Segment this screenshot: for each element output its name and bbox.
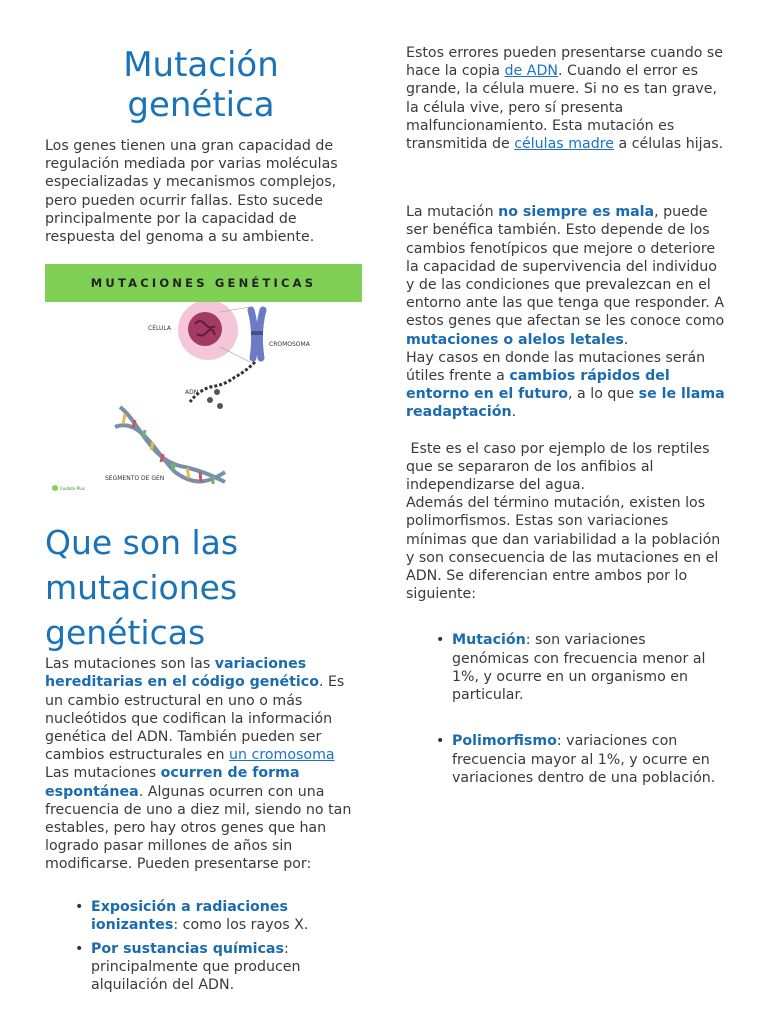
highlight-rapid-changes: cambios rápidos del entorno en el futuro <box>406 368 670 403</box>
errors-paragraph <box>406 44 726 153</box>
text-run: . <box>511 404 517 421</box>
dna-figure <box>45 302 362 502</box>
page-title: Mutación genética <box>123 45 279 125</box>
bullet-text: : variaciones con frecuencia mayor al 1%, y ocurre en variaciones dentro de una población. <box>452 733 716 786</box>
highlight-lethal-alleles: mutaciones o alelos letales <box>406 331 624 348</box>
text-run: La mutación <box>406 204 499 221</box>
nucleus-shape <box>188 312 222 346</box>
comparison-list <box>406 631 726 786</box>
logo-icon <box>52 485 58 491</box>
link-adn[interactable]: de ADN <box>504 63 559 80</box>
reptiles-paragraph: Este es el caso por ejemplo de los reptiles que se separaron de los anfibios al independizarse del agua. <box>406 440 715 494</box>
bullet-icon: • <box>75 898 84 915</box>
bullet-text: : son variaciones genómicas con frecuencia menor al 1%, y ocurre en un organismo en particular. <box>452 632 706 704</box>
dna-illustration <box>45 302 362 502</box>
text-run: a células hijas. <box>613 136 724 153</box>
list-item <box>75 898 365 934</box>
highlight-readaptation: se le llama readaptación <box>406 386 725 421</box>
right-column <box>406 44 726 787</box>
bullet-term: Por sustancias químicas <box>91 941 284 958</box>
section-heading: Que son las mutaciones genéticas <box>45 523 239 653</box>
bullet-text: : como los rayos X. <box>173 916 309 933</box>
cell-label: CÉLULA <box>148 325 172 333</box>
causes-list <box>45 898 365 995</box>
bullet-term: Mutación <box>452 632 526 649</box>
text-run: . Es un cambio estructural en uno o más nucleótidos que codifican la información genética del ADN. También pueden ser cambios estructurales en <box>45 674 345 764</box>
text-run: , a lo que <box>568 386 639 403</box>
highlight-hereditary: variaciones hereditarias en el código genético <box>45 656 319 691</box>
bullet-term: Exposición a radiaciones ionizantes <box>91 898 288 933</box>
highlight-spontaneous: ocurren de forma espontánea <box>45 765 300 800</box>
polymorphism-paragraph: Además del término mutación, existen los polimorfismos. Estas son variaciones mínimas que dan variabilidad a la población y son consecuencia de las mutaciones en el ADN. Se diferencian entre ambos por lo siguiente: <box>406 495 721 603</box>
beneficial-paragraph <box>406 203 726 349</box>
bullet-icon: • <box>436 733 445 750</box>
mutations-paragraph <box>45 655 365 873</box>
text-run: Las mutaciones son las <box>45 656 215 673</box>
text-run: . <box>623 331 629 348</box>
readaptation-paragraph <box>406 349 726 422</box>
text-run: Estos errores pueden presentarse cuando se hace la copia <box>406 45 724 80</box>
dna-label: ADN <box>185 389 199 397</box>
left-column <box>45 45 365 995</box>
logo-text: Cuidate Plus <box>60 486 85 492</box>
intro-paragraph: Los genes tienen una gran capacidad de regulación mediada por varias moléculas especializadas y mecanismos complejos, pero pueden ocurrir fallas. Esto sucede principalmente por la capacidad de respuesta del genoma a su ambiente. <box>45 138 338 246</box>
gene-segment-label: SEGMENTO DE GEN <box>105 475 165 483</box>
list-item <box>436 631 726 704</box>
bullet-text: : principalmente que producen alquilación del ADN. <box>91 941 301 994</box>
bullet-icon: • <box>436 632 445 649</box>
list-item <box>75 940 365 995</box>
text-run: Las mutaciones <box>45 765 161 782</box>
highlight-not-always-bad: no siempre es mala <box>498 204 655 221</box>
bullet-icon: • <box>75 941 84 958</box>
text-run: Hay casos en donde las mutaciones serán útiles frente a <box>406 349 706 385</box>
list-item <box>436 732 726 787</box>
text-run: . Cuando el error es grande, la célula muere. Si no es tan grave, la célula vive, pero sí presenta malfuncionamiento. Esta mutación es transmitida de <box>406 63 718 153</box>
text-run: . Algunas ocurren con una frecuencia de uno a diez mil, siendo no tan estables, pero hay otros genes que han logrado pasar millones de años sin modificarse. Pueden presentarse por: <box>45 783 352 873</box>
link-cromosoma[interactable]: un cromosoma <box>229 747 335 764</box>
figure-banner: MUTACIONES GENÉTICAS <box>45 264 362 302</box>
chromosome-label: CROMOSOMA <box>269 341 310 349</box>
link-celulas-madre[interactable]: células madre <box>514 136 614 153</box>
bullet-term: Polimorfismo <box>452 733 557 750</box>
text-run: , puede ser benéfica también. Esto depende de los cambios fenotípicos que mejore o deteriore la capacidad de supervivencia del individuo y de las condiciones que prevalezcan en el entorno ante las que tenga que responder. A estos genes que afectan se les conoce como <box>406 204 725 330</box>
